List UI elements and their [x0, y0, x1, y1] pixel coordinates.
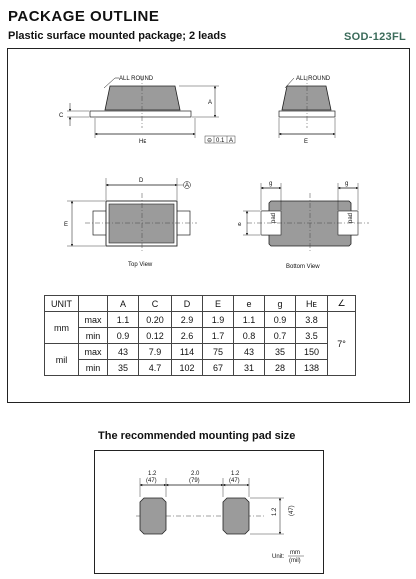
pad2-width-mm: 1.2	[231, 471, 240, 477]
pad-left	[140, 498, 166, 534]
value-cell: 4.7	[139, 360, 172, 376]
side-view-length	[59, 76, 235, 145]
header-cell: C	[139, 296, 172, 312]
value-cell: 3.8	[296, 312, 328, 328]
stat-cell: max	[79, 312, 108, 328]
dim-e-top-label: E	[64, 222, 69, 228]
value-cell: 1.1	[108, 312, 139, 328]
dim-e-side-label: E	[304, 139, 309, 145]
table-row	[45, 360, 356, 376]
height-mil: (47)	[289, 505, 295, 516]
header-cell	[79, 296, 108, 312]
value-cell: 75	[203, 344, 234, 360]
header-cell: g	[265, 296, 296, 312]
value-cell: 1.7	[203, 328, 234, 344]
header-cell: E	[203, 296, 234, 312]
package-code: SOD-123FL	[344, 31, 406, 43]
value-cell: 138	[296, 360, 328, 376]
value-cell: 1.1	[234, 312, 265, 328]
dim-g-left-label: g	[269, 181, 273, 187]
value-cell: 7.9	[139, 344, 172, 360]
value-cell: 43	[234, 344, 265, 360]
flatness-tolerance: 0.1	[216, 138, 225, 144]
table-header-row	[45, 296, 356, 312]
unit-label: Unit:	[272, 554, 285, 560]
value-cell: 43	[108, 344, 139, 360]
header-cell: ∠	[328, 296, 356, 312]
pad-width-mm: 1.2	[148, 471, 157, 477]
value-cell: 0.7	[265, 328, 296, 344]
header-cell: Hᴇ	[296, 296, 328, 312]
value-cell: 102	[172, 360, 203, 376]
dim-e-small-label: e	[238, 222, 242, 228]
page-subtitle: Plastic surface mounted package; 2 leads	[8, 30, 227, 42]
mounting-pad-drawing	[94, 450, 324, 574]
all-round-right-label: ALL ROUND	[296, 76, 331, 82]
pad-right-label: pad	[348, 212, 354, 223]
value-cell: 150	[296, 344, 328, 360]
gap-mil: (79)	[189, 478, 200, 484]
height-mm: 1.2	[272, 507, 278, 516]
all-round-left-label: ALL ROUND	[119, 76, 154, 82]
page-title: PACKAGE OUTLINE	[8, 8, 160, 25]
value-cell: 114	[172, 344, 203, 360]
package-drawing	[7, 48, 410, 293]
side-view-width	[279, 76, 335, 145]
flatness-symbol: ⊖	[207, 138, 213, 144]
dim-g-right-label: g	[345, 181, 349, 187]
header-cell: UNIT	[45, 296, 79, 312]
value-cell: 2.9	[172, 312, 203, 328]
dim-d-label: D	[139, 178, 144, 184]
top-view	[64, 178, 197, 268]
bottom-view-caption: Bottom View	[286, 264, 320, 270]
value-cell: 67	[203, 360, 234, 376]
value-cell: 3.5	[296, 328, 328, 344]
value-cell: 0.20	[139, 312, 172, 328]
value-cell: 0.12	[139, 328, 172, 344]
unit-mm: mm	[45, 312, 79, 344]
dim-he-label: Hᴇ	[139, 139, 147, 145]
value-cell: 1.9	[203, 312, 234, 328]
dim-a-label: A	[208, 100, 213, 106]
top-view-caption: Top View	[128, 262, 153, 268]
value-cell: 0.9	[265, 312, 296, 328]
header-cell: A	[108, 296, 139, 312]
stat-cell: min	[79, 360, 108, 376]
ref-a-label: A	[185, 183, 190, 189]
table-row	[45, 328, 356, 344]
dim-c-label: C	[59, 113, 64, 119]
value-cell: 35	[265, 344, 296, 360]
gap-mm: 2.0	[191, 471, 200, 477]
value-cell: 0.9	[108, 328, 139, 344]
value-cell: 31	[234, 360, 265, 376]
value-cell: 35	[108, 360, 139, 376]
mounting-pad-title: The recommended mounting pad size	[98, 430, 296, 442]
pad-right	[223, 498, 249, 534]
stat-cell: max	[79, 344, 108, 360]
value-cell: 0.8	[234, 328, 265, 344]
pad-width-mil: (47)	[146, 478, 157, 484]
stat-cell: min	[79, 328, 108, 344]
bottom-view	[238, 181, 369, 270]
unit-denominator: (mil)	[289, 558, 301, 564]
angle-value: 7°	[328, 312, 356, 376]
unit-numerator: mm	[290, 550, 300, 556]
dimensions-table	[44, 295, 356, 376]
table-row	[45, 312, 356, 328]
pad2-width-mil: (47)	[229, 478, 240, 484]
header-cell: D	[172, 296, 203, 312]
pad-left-label: pad	[271, 212, 277, 223]
table-row	[45, 344, 356, 360]
unit-mil: mil	[45, 344, 79, 376]
header-cell: e	[234, 296, 265, 312]
flatness-ref: A	[229, 138, 234, 144]
value-cell: 28	[265, 360, 296, 376]
value-cell: 2.6	[172, 328, 203, 344]
